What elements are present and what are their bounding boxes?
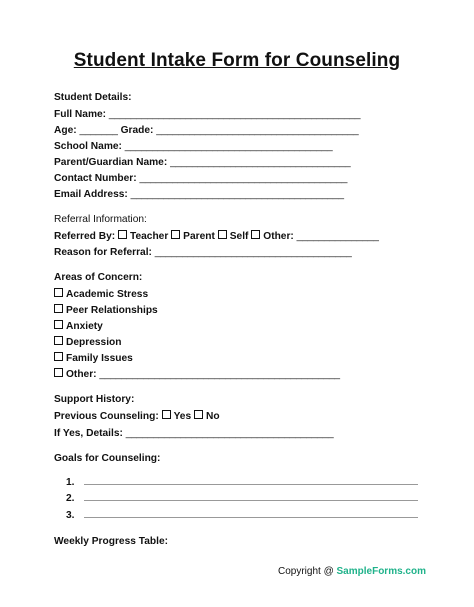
goals-heading: Goals for Counseling: (54, 453, 161, 464)
goal-number: 3. (66, 510, 75, 521)
previous-counseling-row (54, 410, 220, 423)
concern-label: Peer Relationships (66, 305, 158, 316)
concern-label: Anxiety (66, 321, 103, 332)
support-heading: Support History: (54, 394, 135, 405)
progress-heading: Weekly Progress Table: (54, 536, 168, 547)
parent-name-label: Parent/Guardian Name: (54, 157, 168, 168)
concern-item (54, 352, 133, 365)
checkbox-icon[interactable] (194, 410, 203, 419)
goal-line-3[interactable] (84, 517, 418, 518)
copyright-text: Copyright @ (278, 566, 337, 577)
reason-row (54, 246, 352, 259)
referred-other-field[interactable]: _______________ (296, 231, 379, 242)
age-field[interactable]: _______ (79, 125, 118, 136)
checkbox-icon[interactable] (54, 304, 63, 313)
parent-name-row (54, 156, 350, 169)
checkbox-icon[interactable] (218, 230, 227, 239)
checkbox-icon[interactable] (54, 336, 63, 345)
school-name-label: School Name: (54, 141, 122, 152)
checkbox-icon[interactable] (171, 230, 180, 239)
reason-label: Reason for Referral: (54, 247, 152, 258)
parent-name-field[interactable]: _________________________________ (170, 157, 351, 168)
details-label: If Yes, Details: (54, 428, 123, 439)
concern-item (54, 320, 103, 333)
checkbox-icon[interactable] (251, 230, 260, 239)
concern-label: Other: (66, 369, 97, 380)
student-details-heading: Student Details: (54, 92, 132, 103)
reason-field[interactable]: ____________________________________ (154, 247, 352, 258)
goal-number: 2. (66, 493, 75, 504)
checkbox-icon[interactable] (54, 352, 63, 361)
email-field[interactable]: _______________________________________ (130, 189, 344, 200)
email-row (54, 188, 344, 201)
age-grade-row (54, 124, 359, 137)
checkbox-icon[interactable] (118, 230, 127, 239)
concern-label: Family Issues (66, 353, 133, 364)
referred-other-label: Other: (263, 231, 294, 242)
referred-self-label: Self (229, 231, 249, 242)
referral-heading: Referral Information: (54, 214, 147, 225)
brand-link[interactable]: SampleForms.com (336, 566, 426, 577)
grade-field[interactable]: _____________________________________ (156, 125, 359, 136)
concern-item (54, 288, 148, 301)
grade-label: Grade: (120, 125, 154, 136)
referred-teacher-label: Teacher (130, 231, 169, 242)
email-label: Email Address: (54, 189, 128, 200)
full-name-row (54, 108, 360, 121)
goal-number: 1. (66, 477, 75, 488)
referred-parent-label: Parent (183, 231, 215, 242)
checkbox-icon[interactable] (54, 320, 63, 329)
details-field[interactable]: ______________________________________ (125, 428, 334, 439)
referred-by-row (54, 230, 379, 243)
goal-line-2[interactable] (84, 500, 418, 501)
school-name-field[interactable]: ______________________________________ (124, 141, 333, 152)
no-label: No (206, 411, 220, 422)
details-row (54, 427, 333, 440)
age-label: Age: (54, 125, 77, 136)
concerns-heading: Areas of Concern: (54, 272, 143, 283)
form-title: Student Intake Form for Counseling (73, 50, 401, 71)
referred-by-label: Referred By: (54, 231, 116, 242)
contact-number-field[interactable]: ______________________________________ (139, 173, 348, 184)
concern-item (54, 336, 121, 349)
checkbox-icon[interactable] (54, 288, 63, 297)
concern-item (54, 304, 158, 317)
goal-line-1[interactable] (84, 484, 418, 485)
checkbox-icon[interactable] (162, 410, 171, 419)
concern-label: Depression (66, 337, 122, 348)
full-name-label: Full Name: (54, 109, 107, 120)
contact-number-label: Contact Number: (54, 173, 137, 184)
previous-counseling-label: Previous Counseling: (54, 411, 159, 422)
concern-other-field[interactable]: ____________________________________________ (99, 369, 340, 380)
contact-number-row (54, 172, 347, 185)
yes-label: Yes (173, 411, 192, 422)
checkbox-icon[interactable] (54, 368, 63, 377)
school-name-row (54, 140, 332, 153)
concern-label: Academic Stress (66, 289, 149, 300)
full-name-field[interactable]: ______________________________________________ (108, 109, 361, 120)
concern-item-other (54, 368, 340, 381)
copyright-footer (278, 566, 426, 577)
